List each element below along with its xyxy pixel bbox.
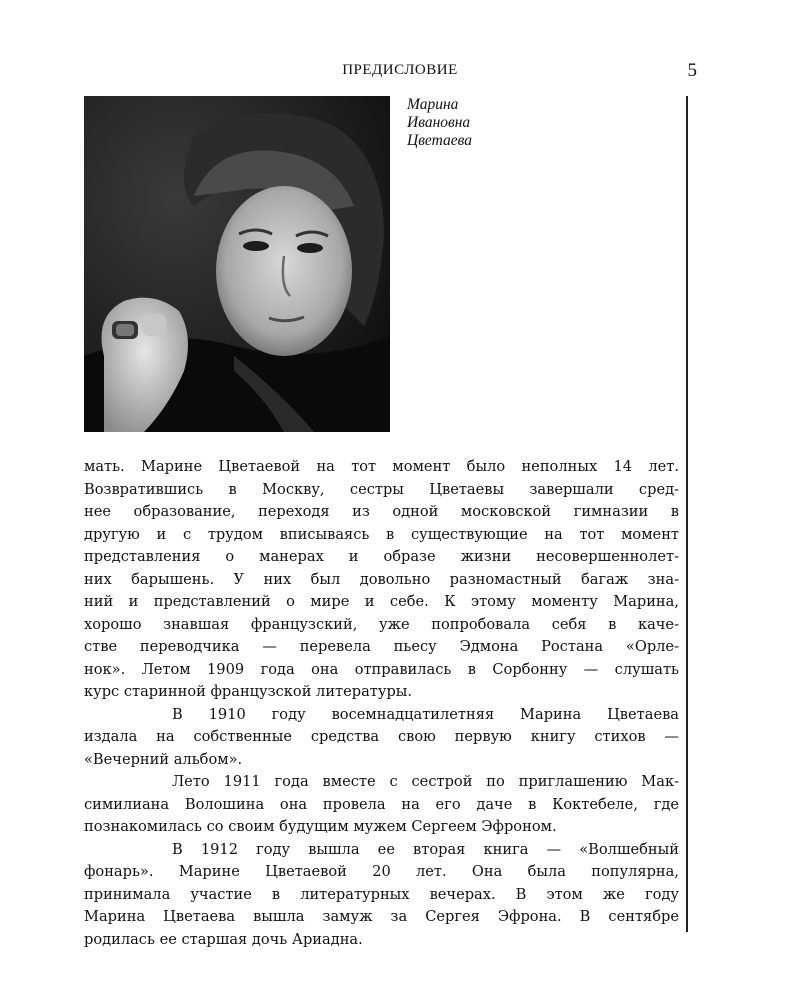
text-line: издала на собственные средства свою первую книгу стихов — <box>84 728 679 745</box>
text-line: них барышень. У них был довольно разномастный багаж зна- <box>84 570 679 588</box>
portrait-illustration <box>84 96 390 432</box>
text-line: хорошо знавшая французский, уже попробовала себя в каче- <box>84 615 679 633</box>
text-line: Лето 1911 года вместе с сестрой по приглашению Мак- <box>172 773 679 790</box>
body-text <box>84 456 679 951</box>
text-line: симилиана Волошина она провела на его даче в Коктебеле, где <box>84 795 679 813</box>
running-header-title: ПРЕДИСЛОВИЕ <box>342 62 458 78</box>
text-line: родилась ее старшая дочь Ариадна. <box>84 930 363 948</box>
page-number: 5 <box>687 60 697 81</box>
text-line: фонарь». Марине Цветаевой 20 лет. Она была популярна, <box>84 863 679 880</box>
text-line: мать. Марине Цветаевой на тот момент было неполных 14 лет. <box>84 458 679 475</box>
text-line: познакомилась со своим будущим мужем Сергеем Эфроном. <box>84 818 557 835</box>
text-line: представления о манерах и образе жизни несовершеннолет- <box>84 548 679 565</box>
text-line: принимала участие в литературных вечерах. В этом же году <box>84 885 679 903</box>
text-line: Марина Цветаева вышла замуж за Сергея Эфрона. В сентябре <box>84 908 679 925</box>
text-line: «Вечерний альбом». <box>84 750 243 768</box>
text-line: В 1910 году восемнадцатилетняя Марина Цветаева <box>172 705 679 723</box>
portrait-photo <box>84 96 390 432</box>
text-line: нок». Летом 1909 года она отправилась в Сорбонну — слушать <box>84 660 679 678</box>
portrait-caption <box>407 96 472 150</box>
text-line: стве переводчика — перевела пьесу Эдмона Ростана «Орле- <box>84 638 679 655</box>
caption-line: Марина <box>407 96 459 113</box>
text-line: В 1912 году вышла ее вторая книга — «Волшебный <box>172 840 679 858</box>
text-line: ний и представлений о мире и себе. К этому моменту Марина, <box>84 593 679 610</box>
caption-line: Ивановна <box>407 114 471 131</box>
text-line: Возвратившись в Москву, сестры Цветаевы завершали сред- <box>84 480 679 498</box>
caption-line: Цветаева <box>407 132 472 149</box>
text-line: нее образование, переходя из одной московской гимназии в <box>84 503 679 520</box>
text-line: курс старинной французской литературы. <box>84 683 413 700</box>
margin-rule <box>686 96 688 932</box>
text-line: другую и с трудом вписываясь в существующие на тот момент <box>84 525 679 543</box>
